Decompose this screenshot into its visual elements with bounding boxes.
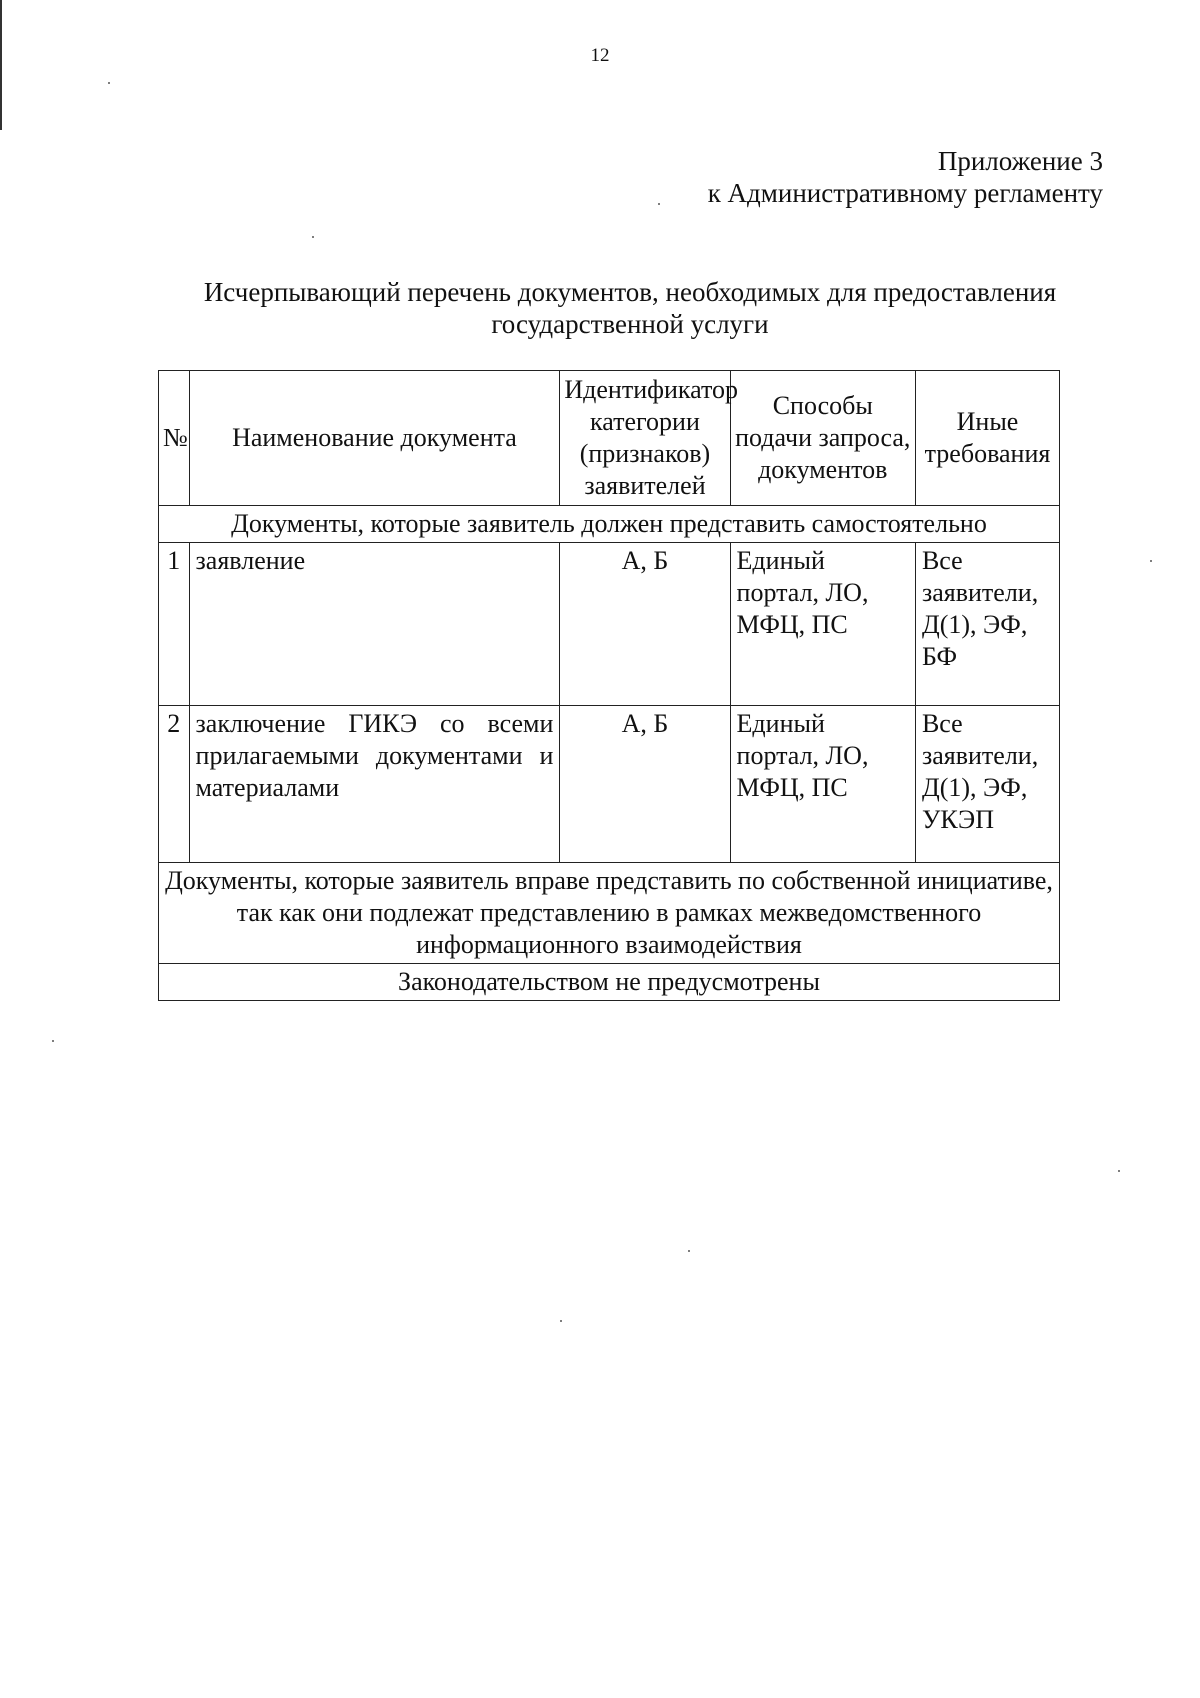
row-requirements: Все заявители, Д(1), ЭФ, БФ	[915, 543, 1059, 706]
row-number: 1	[159, 543, 190, 706]
section-row-required	[159, 506, 1060, 543]
section-none-label: Законодательством не предусмотрены	[159, 964, 1060, 1001]
header-num: №	[159, 371, 190, 506]
title-line-2: государственной услуги	[491, 309, 769, 339]
title-line-1: Исчерпывающий перечень документов, необходимых для предоставления	[203, 277, 1057, 307]
row-requirements: Все заявители, Д(1), ЭФ, УКЭП	[915, 706, 1059, 863]
header-methods: Способы подачи запроса, документов	[730, 371, 915, 506]
table-header-row	[159, 371, 1060, 506]
header-requirements: Иные требования	[915, 371, 1059, 506]
document-title	[160, 276, 1100, 340]
scan-speck	[1150, 560, 1152, 562]
header-name: Наименование документа	[189, 371, 560, 506]
scan-edge-mark	[0, 0, 2, 130]
page-number: 12	[590, 45, 610, 66]
row-number: 2	[159, 706, 190, 863]
appendix-line-2: к Административному регламенту	[707, 178, 1103, 208]
table-row	[159, 543, 1060, 706]
row-identifier: А, Б	[560, 706, 730, 863]
appendix-heading	[708, 145, 1103, 209]
row-identifier: А, Б	[560, 543, 730, 706]
section-row-none	[159, 964, 1060, 1001]
scan-speck	[52, 1040, 54, 1042]
section-required-label: Документы, которые заявитель должен представить самостоятельно	[159, 506, 1060, 543]
scan-speck	[688, 1250, 690, 1252]
row-document-name: заключение ГИКЭ со всеми прилагаемыми документами и материалами	[189, 706, 560, 863]
appendix-line-1: Приложение 3	[937, 146, 1103, 176]
row-methods: Единый портал, ЛО, МФЦ, ПС	[730, 543, 915, 706]
row-document-name: заявление	[189, 543, 560, 706]
scan-speck	[658, 203, 660, 205]
section-optional-label: Документы, которые заявитель вправе представить по собственной инициативе, так как они подлежат представлению в рамках межведомственного информационного взаимодействия	[159, 863, 1060, 964]
table-row	[159, 706, 1060, 863]
scan-speck	[108, 82, 110, 84]
documents-table	[158, 370, 1060, 1001]
scan-speck	[560, 1320, 562, 1322]
section-row-optional	[159, 863, 1060, 964]
row-methods: Единый портал, ЛО, МФЦ, ПС	[730, 706, 915, 863]
scan-speck	[312, 236, 314, 238]
header-identifier: Идентификатор категории (признаков) заявителей	[560, 371, 730, 506]
scan-speck	[1118, 1170, 1120, 1172]
